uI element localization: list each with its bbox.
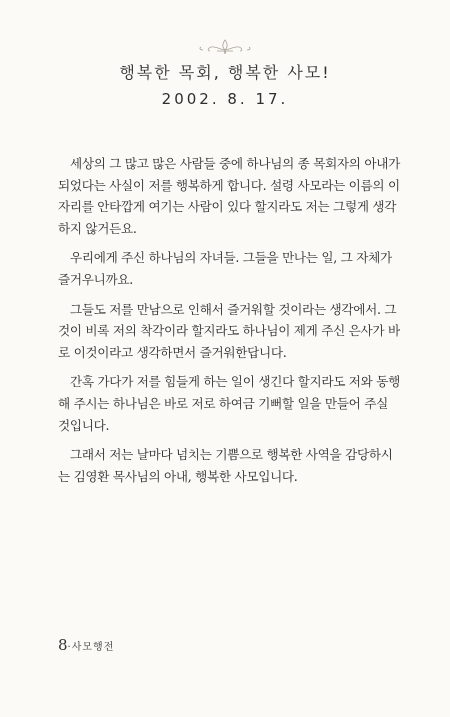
page-number: 8	[58, 636, 68, 654]
paragraph: 간혹 가다가 저를 힘들게 하는 일이 생긴다 할지라도 저와 동행해 주시는 하나님은 바로 저로 하여금 기뻐할 일을 만들어 주실 것입니다.	[58, 374, 400, 433]
footer-separator: ·	[67, 642, 72, 653]
page-footer	[58, 636, 114, 654]
article-date: 2002. 8. 17.	[161, 90, 289, 108]
book-title: 사모행전	[71, 642, 115, 653]
article-body	[58, 153, 403, 495]
article-title: 행복한 목회, 행복한 사모!	[119, 63, 331, 82]
floral-ornament-icon	[195, 38, 255, 54]
paragraph: 그래서 저는 날마다 넘치는 기쁨으로 행복한 사역을 감당하시는 김영환 목사님의 아내, 행복한 사모입니다.	[58, 447, 393, 484]
paragraph: 그들도 저를 만남으로 인해서 즐거워할 것이라는 생각에서. 그것이 비록 저의 착각이라 할지라도 하나님이 제게 주신 은사가 바로 이것이라고 생각하면서 즐거워한답니다.	[58, 301, 400, 360]
paragraph: 우리에게 주신 하나님의 자녀들. 그들을 만나는 일, 그 자체가 즐거우니까요.	[58, 250, 392, 287]
paragraph: 세상의 그 많고 많은 사람들 중에 하나님의 종 목회자의 아내가 되었다는 사실이 저를 행복하게 합니다. 설령 사모라는 이름의 이 자리를 안타깝게 여기는 사람이 있다 할지라도 저는 그렇게 생각하지 않거든요.	[58, 156, 400, 236]
